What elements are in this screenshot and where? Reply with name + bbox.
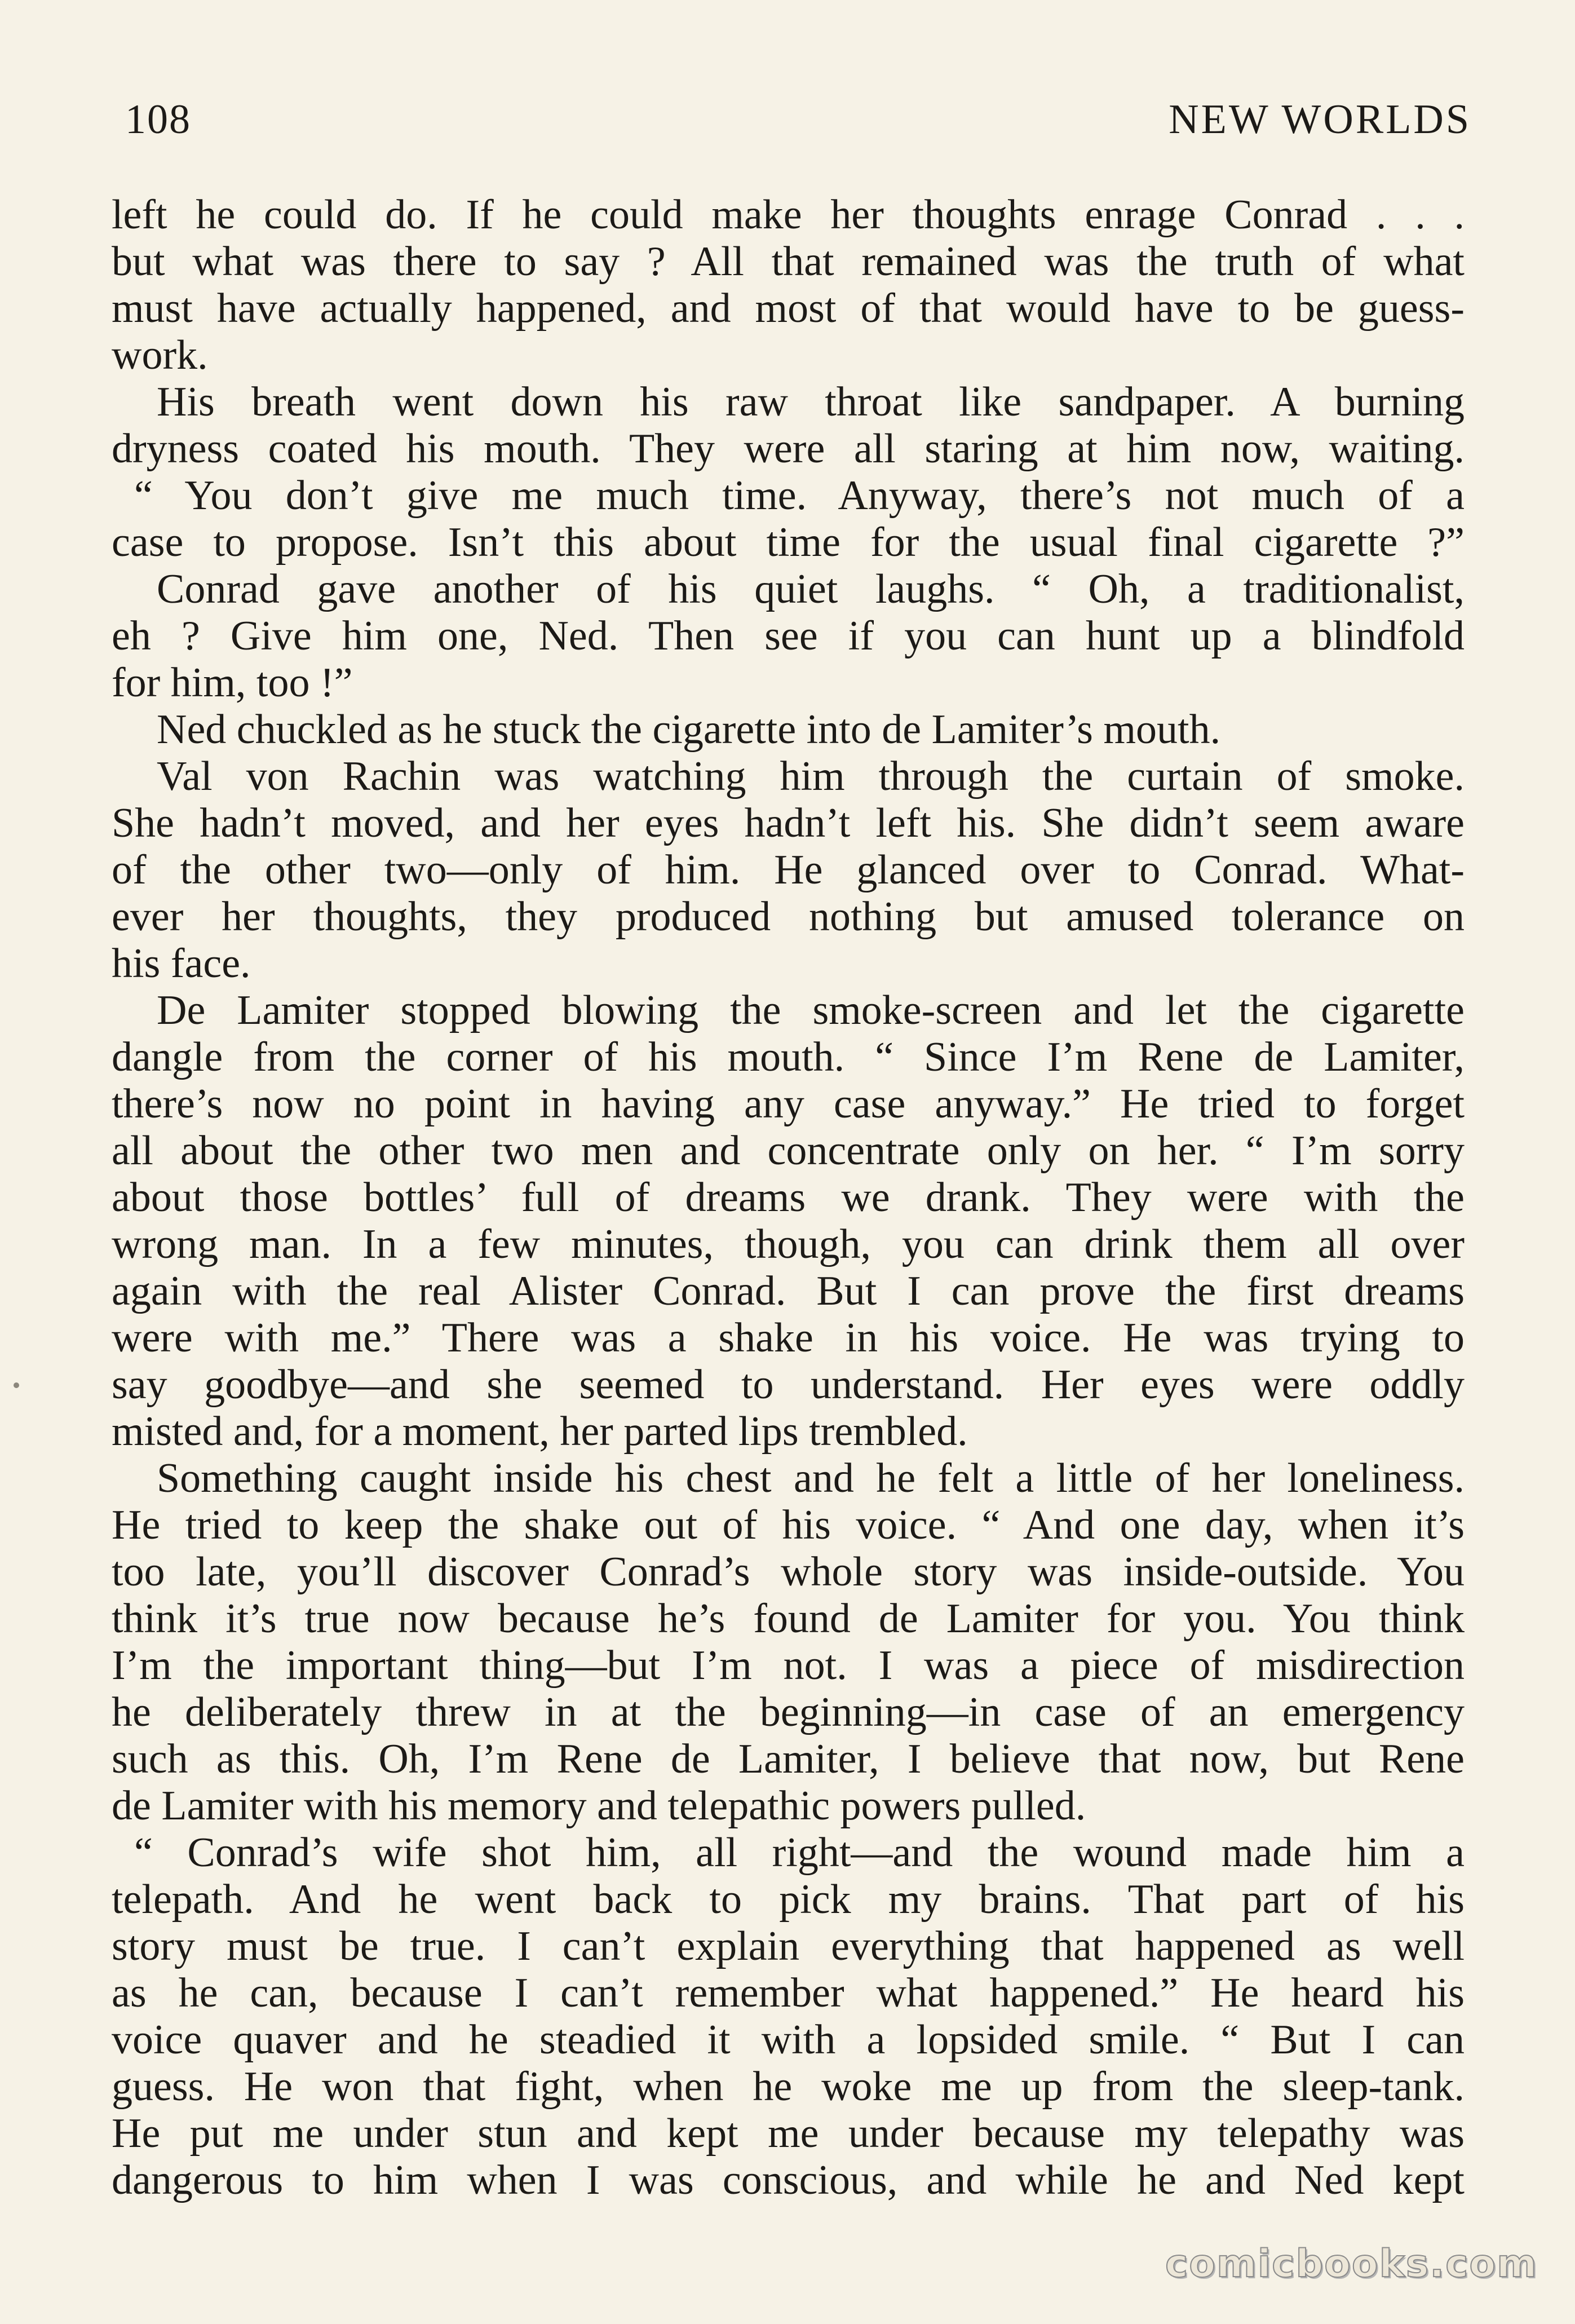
text-line: again with the real Alister Conrad. But I can prove the first dreams bbox=[112, 1268, 1465, 1314]
text-line: he deliberately threw in at the beginning—in case of an emergency bbox=[112, 1689, 1465, 1735]
text-line: as he can, because I can’t remember what happened.” He heard his bbox=[112, 1970, 1465, 2016]
text-line: telepath. And he went back to pick my brains. That part of his bbox=[112, 1876, 1465, 1923]
text-line: I’m the important thing—but I’m not. I was a piece of misdirection bbox=[112, 1642, 1465, 1689]
text-line: all about the other two men and concentrate only on her. “ I’m sorry bbox=[112, 1128, 1465, 1174]
text-line: guess. He won that fight, when he woke me up from the sleep-tank. bbox=[112, 2064, 1465, 2110]
text-line: wrong man. In a few minutes, though, you can drink them all over bbox=[112, 1221, 1465, 1267]
text-line: there’s now no point in having any case anyway.” He tried to forget bbox=[112, 1081, 1465, 1127]
text-line: ever her thoughts, they produced nothing but amused tolerance on bbox=[112, 894, 1465, 940]
text-line: say goodbye—and she seemed to understand. Her eyes were oddly bbox=[112, 1362, 1465, 1408]
text-line: His breath went down his raw throat like sandpaper. A burning bbox=[157, 379, 1465, 425]
paper-speck bbox=[14, 1382, 19, 1388]
text-line: Conrad gave another of his quiet laughs. “ Oh, a traditionalist, bbox=[157, 566, 1465, 612]
text-line: Ned chuckled as he stuck the cigarette into de Lamiter’s mouth. bbox=[157, 706, 1221, 753]
text-line: were with me.” There was a shake in his voice. He was trying to bbox=[112, 1315, 1465, 1361]
text-line: He tried to keep the shake out of his voice. “ And one day, when it’s bbox=[112, 1502, 1465, 1548]
text-line: eh ? Give him one, Ned. Then see if you can hunt up a blindfold bbox=[112, 613, 1465, 659]
text-line: his face. bbox=[112, 940, 251, 987]
text-line: He put me under stun and kept me under because my telepathy was bbox=[112, 2110, 1465, 2157]
text-line: but what was there to say ? All that remained was the truth of what bbox=[112, 238, 1465, 285]
text-line: misted and, for a moment, her parted lips trembled. bbox=[112, 1408, 968, 1455]
text-line: too late, you’ll discover Conrad’s whole story was inside-outside. You bbox=[112, 1549, 1465, 1595]
text-line: about those bottles’ full of dreams we drank. They were with the bbox=[112, 1174, 1465, 1221]
text-line: left he could do. If he could make her thoughts enrage Conrad . . . bbox=[112, 192, 1465, 238]
watermark: comicbooks.com bbox=[1165, 2242, 1538, 2286]
text-line: think it’s true now because he’s found de Lamiter for you. You think bbox=[112, 1596, 1465, 1642]
text-line: Something caught inside his chest and he felt a little of her loneliness. bbox=[157, 1455, 1465, 1501]
text-line: dangle from the corner of his mouth. “ Since I’m Rene de Lamiter, bbox=[112, 1034, 1465, 1080]
text-line: such as this. Oh, I’m Rene de Lamiter, I believe that now, but Rene bbox=[112, 1736, 1465, 1782]
text-line: voice quaver and he steadied it with a lopsided smile. “ But I can bbox=[112, 2017, 1465, 2063]
text-line: dangerous to him when I was conscious, and while he and Ned kept bbox=[112, 2157, 1465, 2203]
page-number: 108 bbox=[125, 96, 191, 143]
text-line: work. bbox=[112, 332, 208, 378]
running-head: NEW WORLDS bbox=[1169, 96, 1471, 143]
text-line: story must be true. I can’t explain everything that happened as well bbox=[112, 1923, 1465, 1969]
text-line: “ You don’t give me much time. Anyway, there’s not much of a bbox=[134, 472, 1465, 519]
text-line: De Lamiter stopped blowing the smoke-screen and let the cigarette bbox=[157, 987, 1465, 1033]
text-line: for him, too !” bbox=[112, 660, 353, 706]
text-line: must have actually happened, and most of that would have to be guess- bbox=[112, 285, 1465, 332]
text-line: de Lamiter with his memory and telepathic powers pulled. bbox=[112, 1783, 1086, 1829]
text-line: She hadn’t moved, and her eyes hadn’t left his. She didn’t seem aware bbox=[112, 800, 1465, 846]
text-line: Val von Rachin was watching him through the curtain of smoke. bbox=[157, 753, 1465, 799]
body-text bbox=[112, 192, 1465, 2204]
text-line: dryness coated his mouth. They were all staring at him now, waiting. bbox=[112, 426, 1465, 472]
text-line: “ Conrad’s wife shot him, all right—and the wound made him a bbox=[134, 1830, 1465, 1876]
text-line: case to propose. Isn’t this about time for the usual final cigarette ?” bbox=[112, 519, 1465, 565]
text-line: of the other two—only of him. He glanced over to Conrad. What- bbox=[112, 847, 1465, 893]
